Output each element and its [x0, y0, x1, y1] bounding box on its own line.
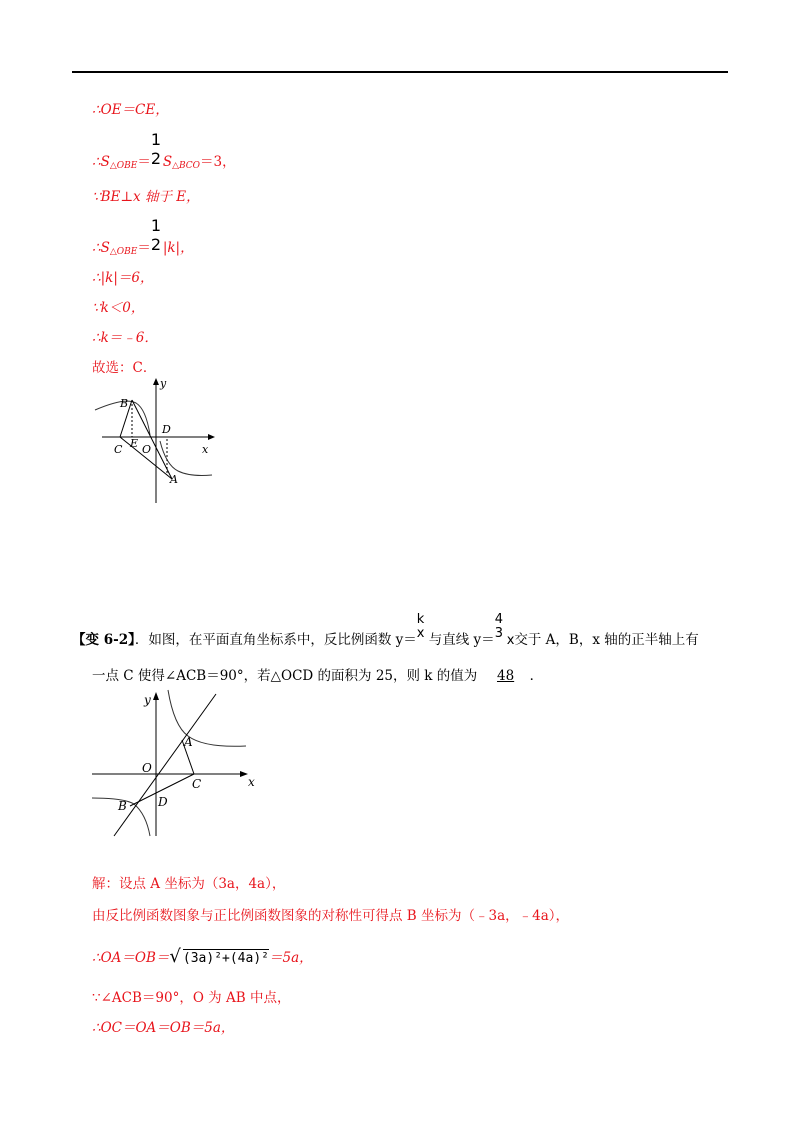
question-text: ．如图，在平面直角坐标系中，反比例函数 y＝	[134, 632, 417, 648]
question-tag: 【变 6-2】	[72, 632, 135, 648]
area-subscript: △BCO	[172, 161, 201, 171]
solution-line-8: 故选：C．	[92, 360, 157, 376]
area-symbol: ∴S	[92, 154, 110, 170]
label-b: B	[118, 799, 127, 813]
solution-line-6: ∵k＜0，	[92, 300, 145, 316]
label-y: y	[144, 693, 151, 707]
label-o: O	[142, 761, 152, 775]
x-axis-arrow	[240, 771, 248, 777]
fraction-numerator: 1	[150, 130, 162, 149]
fraction-numerator: 1	[150, 216, 162, 235]
hyperbola-upper-right	[168, 690, 246, 746]
solution2-line-3	[92, 946, 313, 967]
figure-1-graph	[90, 375, 230, 510]
label-d: D	[158, 795, 168, 809]
equation-result: ＝3，	[200, 154, 236, 170]
solution-line-2	[92, 130, 236, 171]
solution-line-4	[92, 216, 194, 257]
question-text: ．	[529, 668, 544, 684]
sqrt-icon: √	[169, 946, 181, 967]
fraction-denominator: x	[416, 626, 425, 641]
area-symbol: ∴S	[92, 240, 110, 256]
area-subscript: △OBE	[109, 247, 138, 257]
y-axis-arrow	[153, 692, 159, 700]
question-text: 交于 A，B，x 轴的正半轴上有	[514, 632, 699, 648]
fraction-denominator: 3	[494, 626, 503, 641]
solution-line-1: ∴OE＝CE，	[92, 102, 169, 118]
fraction-k-over-x	[416, 612, 429, 644]
fraction-half	[150, 130, 163, 168]
area-symbol: S	[162, 154, 173, 170]
equation-lhs: ∴OA＝OB＝	[92, 950, 170, 966]
solution2-line-4: ∵∠ACB＝90°，O 为 AB 中点，	[92, 990, 291, 1006]
label-a: A	[184, 735, 193, 749]
y-axis-arrow	[153, 378, 159, 385]
area-subscript: △OBE	[109, 161, 138, 171]
fraction-denominator: 2	[150, 235, 162, 254]
label-c: C	[192, 777, 202, 791]
solution2-line-5: ∴OC＝OA＝OB＝5a，	[92, 1020, 235, 1036]
x-axis-arrow	[208, 434, 215, 440]
header-rule	[72, 71, 728, 73]
fraction-numerator: k	[416, 612, 425, 627]
label-o: O	[142, 443, 152, 456]
equals-sign: ＝	[137, 240, 151, 256]
solution-line-5: ∴|k|＝6，	[92, 270, 154, 286]
line-through-origin	[114, 694, 216, 836]
label-a: A	[170, 473, 178, 486]
label-x: x	[248, 775, 255, 789]
label-x: x	[202, 443, 209, 456]
fraction-half	[150, 216, 163, 254]
variable-x: x	[506, 633, 515, 648]
question-text: 一点 C 使得∠ACB＝90°，若△OCD 的面积为 25，则 k 的值为	[92, 668, 478, 684]
fraction-four-thirds	[494, 612, 507, 644]
solution2-line-2: 由反比例函数图象与正比例函数图象的对称性可得点 B 坐标为（﹣3a，﹣4a），	[92, 908, 570, 924]
sqrt-radicand: (3a)²+(4a)²	[182, 951, 269, 966]
solution-line-3: ∵BE⊥x 轴于 E，	[92, 189, 200, 205]
question-line-2	[92, 664, 543, 684]
question-text: 与直线 y＝	[428, 632, 495, 648]
label-y: y	[160, 377, 167, 390]
fraction-denominator: 2	[150, 149, 162, 168]
solution2-line-1: 解：设点 A 坐标为（3a，4a），	[92, 876, 286, 892]
equation-result: |k|，	[162, 240, 194, 256]
answer-blank: 48	[496, 668, 515, 684]
solution-line-7: ∴k＝﹣6．	[92, 330, 158, 346]
label-d: D	[162, 423, 171, 436]
fraction-numerator: 4	[494, 612, 503, 627]
figure-2-graph	[88, 688, 268, 838]
equation-result: ＝5a，	[268, 950, 313, 966]
equals-sign: ＝	[137, 154, 151, 170]
label-b: B	[120, 397, 129, 410]
label-c: C	[114, 443, 123, 456]
question-line-1	[72, 612, 699, 648]
label-e: E	[130, 437, 139, 450]
